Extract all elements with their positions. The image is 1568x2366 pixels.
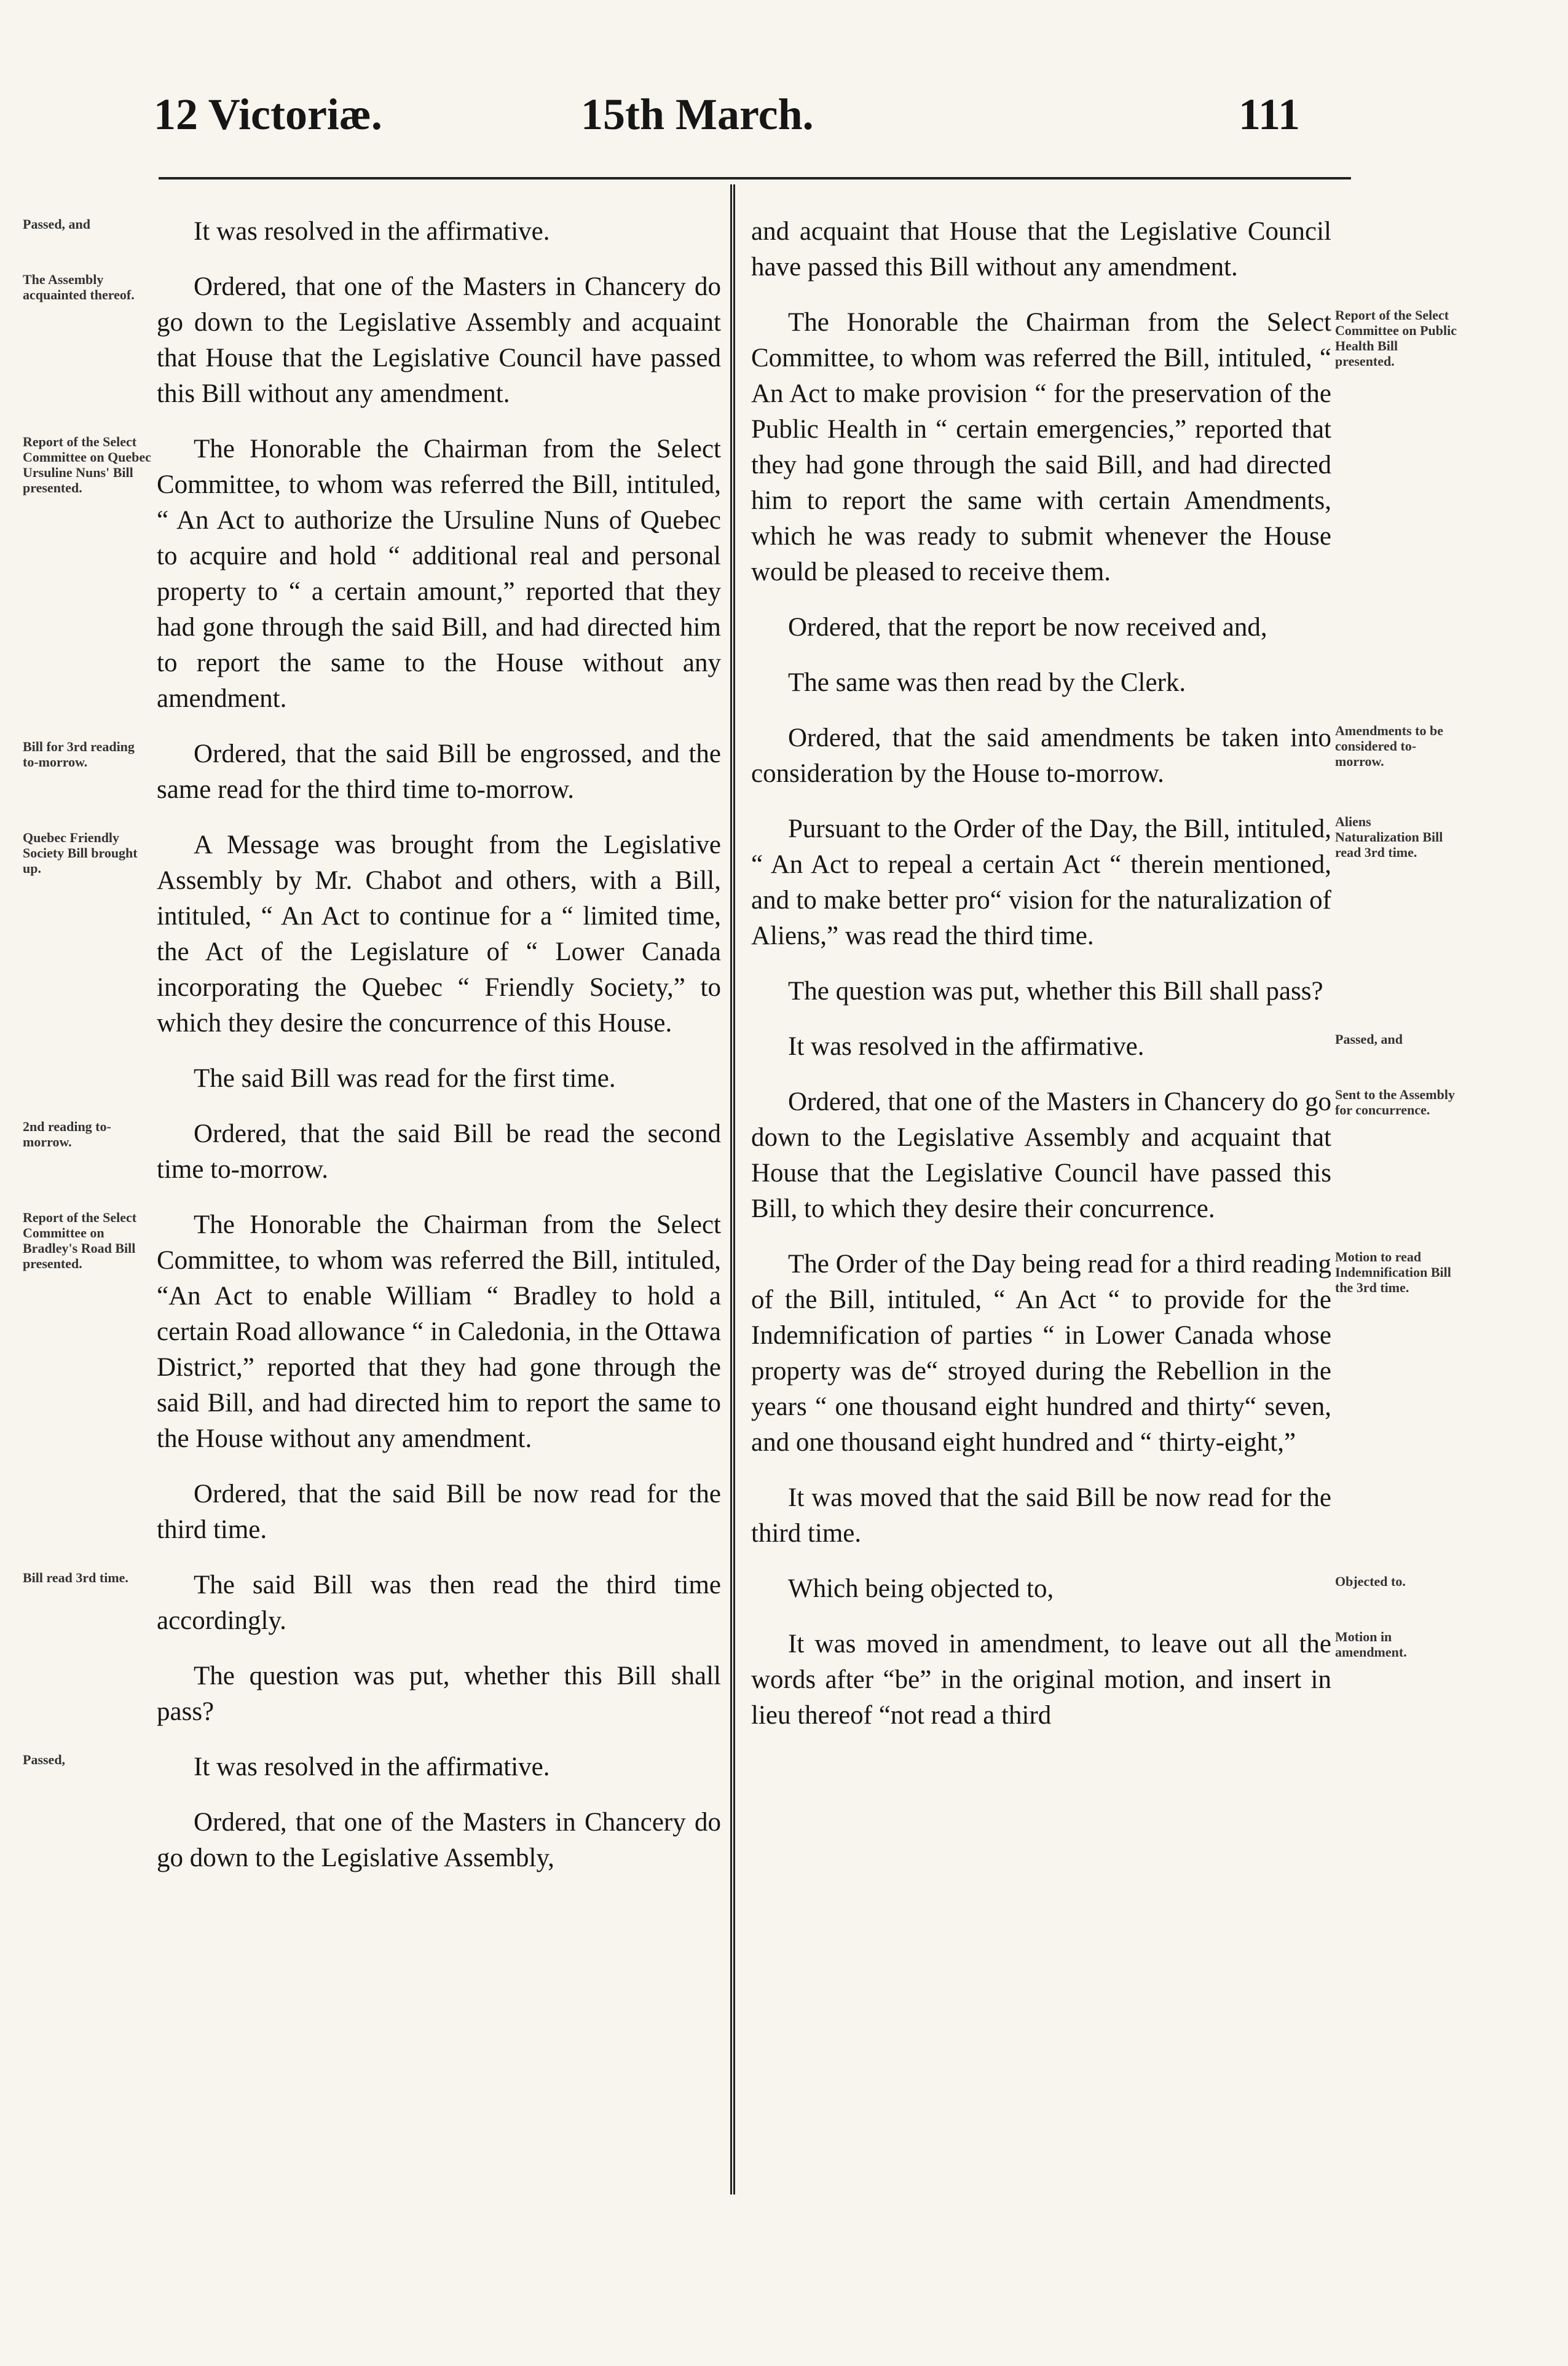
paragraph bbox=[751, 720, 1443, 792]
paragraph-text: Ordered, that one of the Masters in Chancery do go down to the Legislative Assembly, bbox=[157, 1808, 721, 1872]
paragraph bbox=[751, 974, 1331, 1009]
paragraph-text: Which being objected to, bbox=[788, 1574, 1054, 1603]
paragraph bbox=[23, 1207, 721, 1457]
page-header bbox=[0, 92, 1568, 160]
left-column bbox=[23, 214, 721, 1876]
paragraph-text: The question was put, whether this Bill shall pass? bbox=[157, 1662, 721, 1726]
margin-note: 2nd reading to-morrow. bbox=[23, 1119, 111, 1149]
paragraph bbox=[751, 1571, 1406, 1607]
running-head-session: 12 Victoriæ. bbox=[154, 90, 382, 139]
paragraph-text: The same was then read by the Clerk. bbox=[788, 668, 1186, 697]
paragraph-text: Ordered, that the said Bill be read the second time to-morrow. bbox=[157, 1119, 721, 1184]
margin-note: Motion to read Indemnification Bill the 3rd time. bbox=[1335, 1249, 1451, 1295]
margin-note: Report of the Select Committee on Public Health Bill presented. bbox=[1335, 307, 1457, 369]
paragraph-text: It was resolved in the affirmative. bbox=[194, 1753, 550, 1781]
paragraph bbox=[157, 1061, 721, 1097]
paragraph bbox=[751, 811, 1443, 954]
paragraph-text: and acquaint that House that the Legislative Council have passed this Bill without any amendment. bbox=[751, 217, 1331, 282]
margin-note: Amendments to be considered to-morrow. bbox=[1335, 723, 1443, 769]
paragraph-text: The question was put, whether this Bill shall pass? bbox=[788, 977, 1323, 1006]
page-number: 111 bbox=[1239, 90, 1301, 139]
paragraph-text: It was moved that the said Bill be now read for the third time. bbox=[751, 1483, 1331, 1548]
paragraph-text: Ordered, that the said amendments be taken into consideration by the House to-morrow. bbox=[751, 724, 1331, 788]
paragraph-text: The said Bill was then read the third time accordingly. bbox=[157, 1571, 721, 1635]
paragraph-text: It was resolved in the affirmative. bbox=[788, 1032, 1144, 1061]
paragraph-text: It was resolved in the affirmative. bbox=[194, 217, 550, 246]
paragraph bbox=[157, 1477, 721, 1548]
margin-note: Objected to. bbox=[1335, 1574, 1406, 1589]
paragraph-text: A Message was brought from the Legislative Assembly by Mr. Chabot and others, with a Bill, intituled, “ An Act to continue for a “ limited time, the Act of the Legislature of “ Lower Canada incorporating the Quebec “ Friendly Society,” to which they desire the concurrence of this House. bbox=[157, 830, 721, 1038]
margin-note: Report of the Select Committee on Bradley's Road Bill presented. bbox=[23, 1210, 137, 1271]
margin-note: Bill read 3rd time. bbox=[23, 1570, 128, 1585]
right-column bbox=[751, 214, 1457, 1733]
paragraph bbox=[751, 610, 1331, 645]
paragraph bbox=[751, 1084, 1455, 1227]
paragraph-text: The Honorable the Chairman from the Select Committee, to whom was referred the Bill, intituled, “ An Act to make provision “ for the preservation of the Public Health in “ certain emergencies,” reported that they had gone through the said Bill, and had directed him to report the same with certain Amendments, which he was ready to submit whenever the House would be pleased to receive them. bbox=[751, 308, 1331, 586]
paragraph bbox=[23, 1567, 721, 1639]
paragraph-text: Ordered, that one of the Masters in Chancery do go down to the Legislative Assembly and acquaint that House that the Legislative Council have passed this Bill without any amendment. bbox=[157, 272, 721, 408]
paragraph bbox=[751, 1247, 1451, 1461]
header-rule bbox=[159, 177, 1351, 179]
margin-note: Bill for 3rd reading to-morrow. bbox=[23, 739, 135, 770]
margin-note: The Assembly acquainted thereof. bbox=[23, 272, 135, 302]
paragraph bbox=[751, 305, 1457, 590]
margin-note: Motion in amendment. bbox=[1335, 1629, 1407, 1660]
running-head-date: 15th March. bbox=[581, 90, 814, 139]
margin-note: Passed, and bbox=[23, 216, 91, 232]
paragraph bbox=[23, 432, 721, 717]
paragraph bbox=[23, 736, 721, 808]
paragraph bbox=[751, 1029, 1403, 1065]
paragraph-text: Pursuant to the Order of the Day, the Bill, intituled, “ An Act to repeal a certain Act “ therein mentioned, and to make better pro“ vision for the naturalization of Aliens,” was read the third time. bbox=[751, 814, 1331, 950]
paragraph bbox=[23, 214, 721, 250]
margin-note: Sent to the Assembly for concurrence. bbox=[1335, 1087, 1455, 1118]
paragraph-text: The Order of the Day being read for a third reading of the Bill, intituled, “ An Act “ to provide for the Indemnification of parties “ in Lower Canada whose property was de“ stroyed during the Rebellion in the years “ one thousand eight hundred and thirty“ seven, and one thousand eight hundred and “ thirty-eight,” bbox=[751, 1250, 1331, 1457]
margin-note: Passed, and bbox=[1335, 1031, 1403, 1047]
paragraph bbox=[23, 269, 721, 412]
paragraph bbox=[23, 827, 721, 1041]
column-divider bbox=[730, 184, 735, 2194]
margin-note: Passed, bbox=[23, 1752, 66, 1767]
paragraph bbox=[23, 1116, 721, 1188]
paragraph bbox=[157, 1805, 721, 1876]
paragraph-text: The Honorable the Chairman from the Select Committee, to whom was referred the Bill, intituled, “ An Act to authorize the Ursuline Nuns of Quebec to acquire and hold “ additional real and personal property to “ a certain amount,” reported that they had gone through the said Bill, and had directed him to report the same to the House without any amendment. bbox=[157, 435, 721, 713]
margin-note: Aliens Naturalization Bill read 3rd time. bbox=[1335, 814, 1443, 860]
paragraph bbox=[23, 1749, 721, 1785]
paragraph-text: Ordered, that the report be now received and, bbox=[788, 613, 1267, 642]
paragraph bbox=[157, 1658, 721, 1730]
paragraph-text: Ordered, that the said Bill be engrossed, and the same read for the third time to-morrow. bbox=[157, 739, 721, 804]
paragraph-text: Ordered, that one of the Masters in Chancery do go down to the Legislative Assembly and acquaint that House that the Legislative Council have passed this Bill, to which they desire their concurrence. bbox=[751, 1087, 1331, 1223]
paragraph bbox=[751, 1627, 1407, 1733]
paragraph-text: The Honorable the Chairman from the Select Committee, to whom was referred the Bill, intituled, “An Act to enable William “ Bradley to hold a certain Road allowance “ in Caledonia, in the Ottawa District,” reported that they had gone through the said Bill, and had directed him to report the same to the House without any amendment. bbox=[157, 1210, 721, 1453]
paragraph bbox=[751, 665, 1331, 701]
paragraph bbox=[751, 1480, 1331, 1552]
margin-note: Report of the Select Committee on Quebec Ursuline Nuns' Bill presented. bbox=[23, 434, 151, 495]
paragraph bbox=[751, 214, 1331, 285]
margin-note: Quebec Friendly Society Bill brought up. bbox=[23, 830, 138, 876]
paragraph-text: The said Bill was read for the first time. bbox=[194, 1064, 616, 1093]
paragraph-text: It was moved in amendment, to leave out all the words after “be” in the original motion, and insert in lieu thereof “not read a third bbox=[751, 1630, 1331, 1730]
paragraph-text: Ordered, that the said Bill be now read for the third time. bbox=[157, 1480, 721, 1544]
